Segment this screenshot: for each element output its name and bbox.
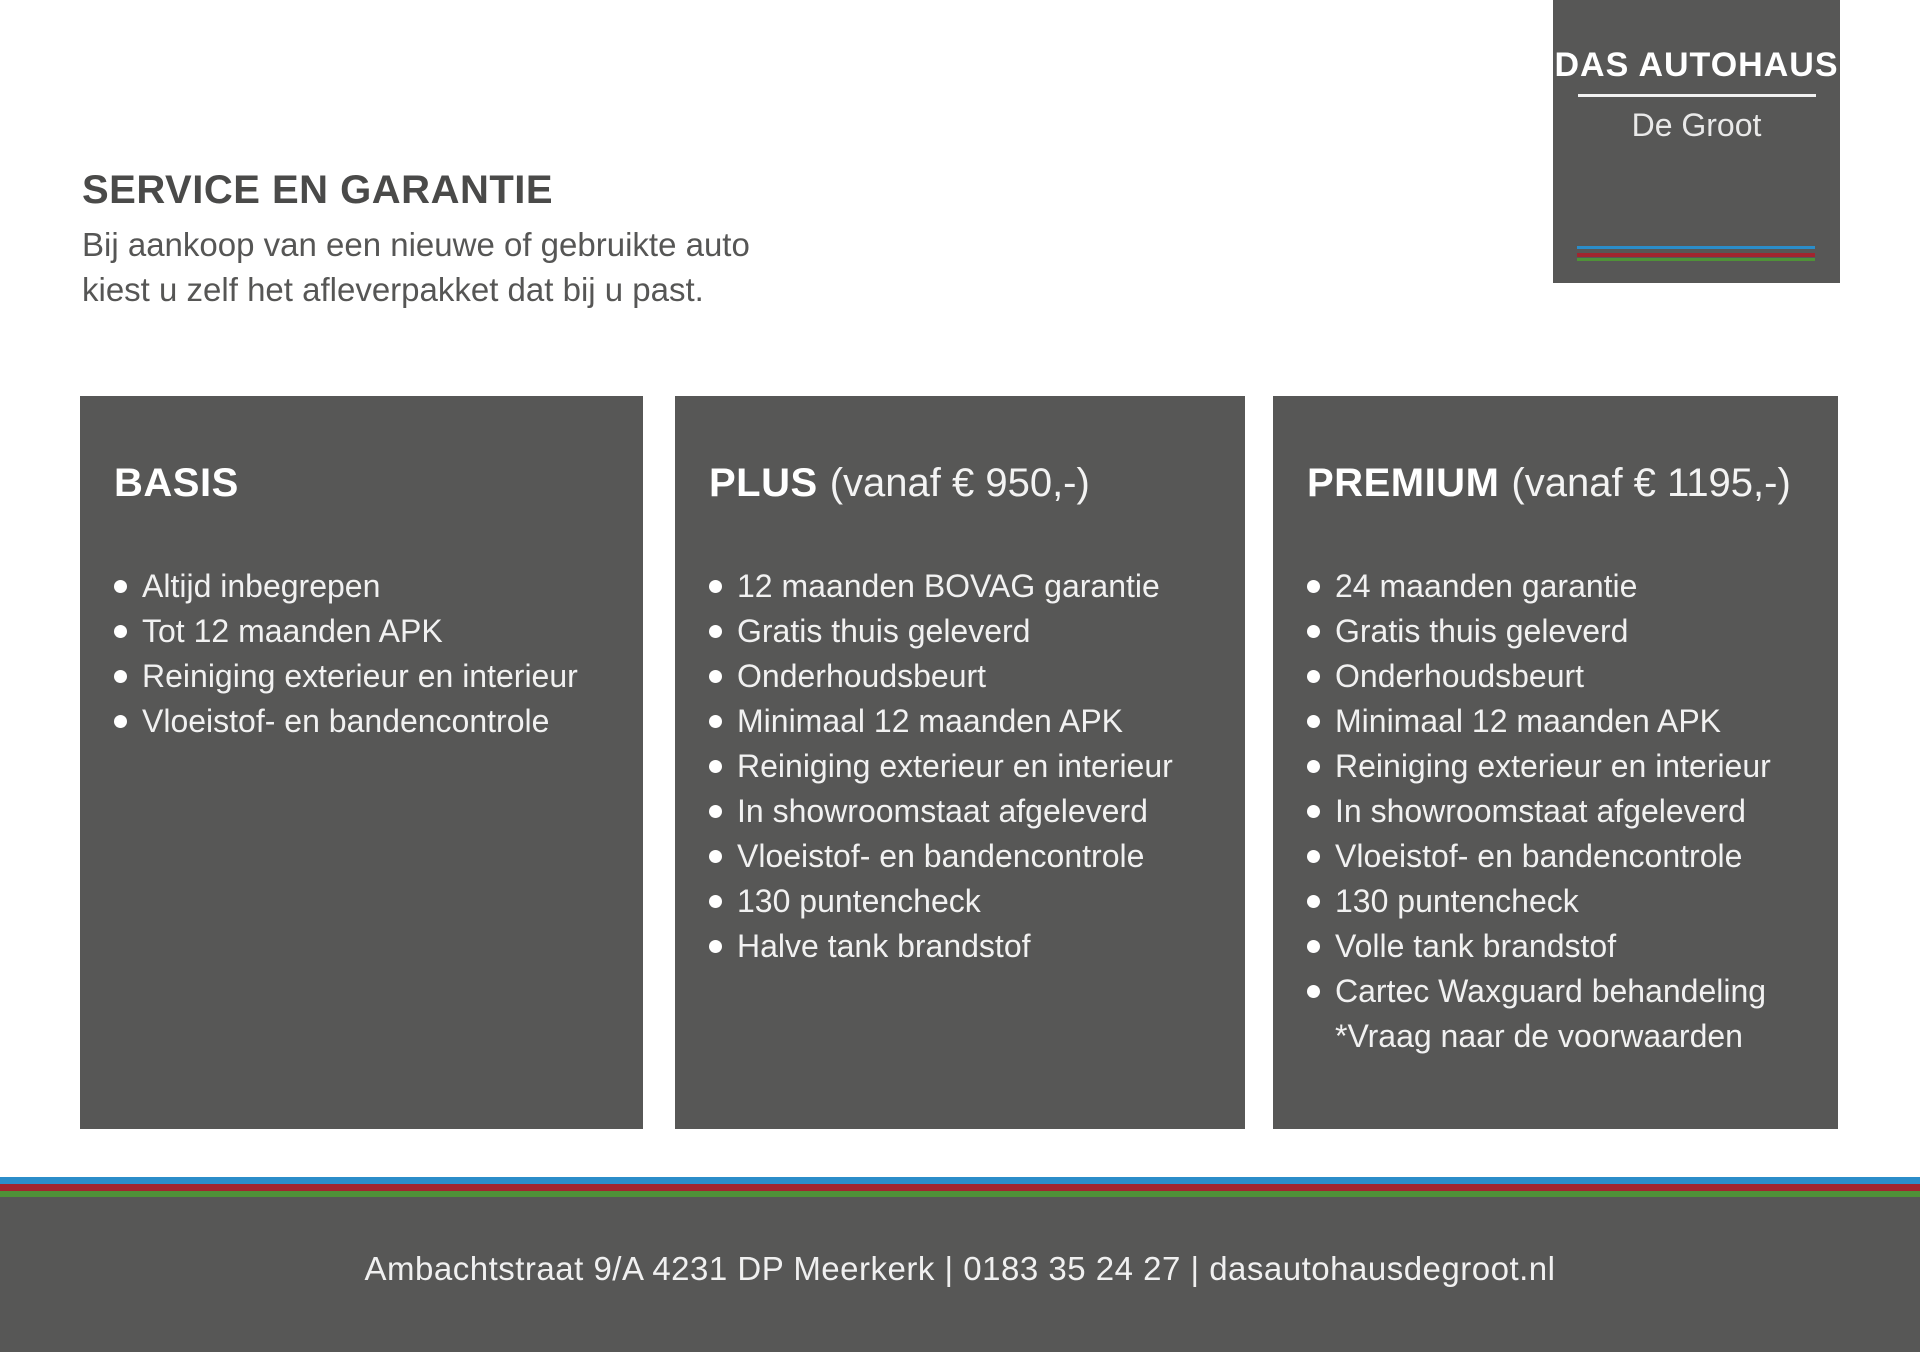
subtitle-line-1: Bij aankoop van een nieuwe of gebruikte auto [82, 226, 750, 263]
bullet-icon [1307, 625, 1320, 638]
bullet-icon [114, 580, 127, 593]
logo-name: De Groot [1631, 107, 1762, 143]
list-item [1307, 879, 1822, 924]
list-item [1307, 789, 1822, 834]
list-item-label: Minimaal 12 maanden APK [737, 703, 1123, 739]
list-item-label: Reiniging exterieur en interieur [142, 658, 578, 694]
package-card-premium [1273, 396, 1838, 1129]
list-item [114, 564, 627, 609]
list-item [709, 924, 1229, 969]
package-feature-list [1307, 564, 1822, 1059]
list-item [114, 609, 627, 654]
logo-box [1553, 0, 1840, 283]
package-name: PLUS [709, 461, 818, 505]
list-item-label: 24 maanden garantie [1335, 568, 1638, 604]
logo-stripe-green [1577, 258, 1815, 261]
list-item-label: 130 puntencheck [1335, 883, 1579, 919]
package-header [709, 460, 1090, 506]
logo-stripes [1577, 246, 1815, 261]
package-name: PREMIUM [1307, 461, 1500, 505]
footer-text: Ambachtstraat 9/A 4231 DP Meerkerk | 0183 35 24 27 | dasautohausdegroot.nl [364, 1250, 1556, 1287]
bullet-icon [709, 580, 722, 593]
list-item-label: Volle tank brandstof [1335, 928, 1617, 964]
list-item [1307, 564, 1822, 609]
bullet-icon [709, 940, 722, 953]
package-header [114, 460, 239, 506]
bullet-icon [114, 715, 127, 728]
package-price: (vanaf € 950,-) [829, 461, 1090, 505]
bullet-icon [114, 670, 127, 683]
list-item-label: 130 puntencheck [737, 883, 981, 919]
package-name: BASIS [114, 461, 239, 505]
list-item-label: Halve tank brandstof [737, 928, 1031, 964]
package-card-plus [675, 396, 1245, 1129]
subtitle-line-2: kiest u zelf het afleverpakket dat bij u past. [82, 271, 704, 308]
logo-stripe-red [1577, 253, 1815, 257]
list-item-label: Altijd inbegrepen [142, 568, 381, 604]
bullet-icon [709, 715, 722, 728]
logo-brand: DAS AUTOHAUS [1554, 46, 1839, 84]
list-item [709, 834, 1229, 879]
list-item [709, 564, 1229, 609]
list-item-label: Vloeistof- en bandencontrole [142, 703, 550, 739]
list-item [709, 699, 1229, 744]
list-item-label: Reiniging exterieur en interieur [1335, 748, 1771, 784]
list-item [1307, 744, 1822, 789]
bullet-icon [1307, 940, 1320, 953]
bullet-icon [709, 895, 722, 908]
package-feature-list [709, 564, 1229, 969]
list-item [1307, 834, 1822, 879]
package-feature-list [114, 564, 627, 744]
logo-divider [1578, 94, 1816, 97]
list-item [1307, 924, 1822, 969]
accent-stripe-red [0, 1184, 1920, 1191]
list-item-label: Onderhoudsbeurt [1335, 658, 1585, 694]
list-item-label: Vloeistof- en bandencontrole [1335, 838, 1743, 874]
bullet-icon [709, 625, 722, 638]
bullet-icon [1307, 985, 1320, 998]
bullet-icon [1307, 850, 1320, 863]
bullet-icon [1307, 805, 1320, 818]
list-item [114, 699, 627, 744]
header-block [82, 168, 750, 312]
logo-stripe-blue [1577, 246, 1815, 249]
accent-stripes [0, 1177, 1920, 1197]
list-item [1307, 654, 1822, 699]
list-item-label: Vloeistof- en bandencontrole [737, 838, 1145, 874]
list-item [709, 744, 1229, 789]
bullet-icon [709, 760, 722, 773]
list-item-label: 12 maanden BOVAG garantie [737, 568, 1160, 604]
bullet-icon [1307, 760, 1320, 773]
page-title: SERVICE EN GARANTIE [82, 168, 554, 212]
bullet-icon [1307, 715, 1320, 728]
bullet-icon [709, 850, 722, 863]
bullet-icon [1307, 895, 1320, 908]
bullet-icon [1307, 670, 1320, 683]
bullet-icon [1307, 580, 1320, 593]
list-item [709, 879, 1229, 924]
package-header [1307, 460, 1791, 506]
list-item [1307, 699, 1822, 744]
list-item-label: In showroomstaat afgeleverd [1335, 793, 1746, 829]
list-item-label: Reiniging exterieur en interieur [737, 748, 1173, 784]
list-item-label: Minimaal 12 maanden APK [1335, 703, 1721, 739]
package-footnote: *Vraag naar de voorwaarden [1335, 1018, 1743, 1054]
bullet-icon [114, 625, 127, 638]
bullet-icon [709, 805, 722, 818]
list-item [709, 789, 1229, 834]
list-item [709, 609, 1229, 654]
list-item [1307, 969, 1822, 1014]
accent-stripe-blue [0, 1177, 1920, 1184]
list-item [1307, 609, 1822, 654]
bullet-icon [709, 670, 722, 683]
list-item-label: Gratis thuis geleverd [1335, 613, 1629, 649]
list-item-label: Tot 12 maanden APK [142, 613, 443, 649]
list-item-label: In showroomstaat afgeleverd [737, 793, 1148, 829]
list-item [709, 654, 1229, 699]
page-subtitle [82, 222, 750, 312]
footer-bar [0, 1197, 1920, 1352]
list-item-label: Cartec Waxguard behandeling [1335, 973, 1767, 1009]
list-item-label: Onderhoudsbeurt [737, 658, 987, 694]
package-card-basis [80, 396, 643, 1129]
list-item-label: Gratis thuis geleverd [737, 613, 1031, 649]
package-price: (vanaf € 1195,-) [1511, 461, 1791, 505]
list-item [114, 654, 627, 699]
